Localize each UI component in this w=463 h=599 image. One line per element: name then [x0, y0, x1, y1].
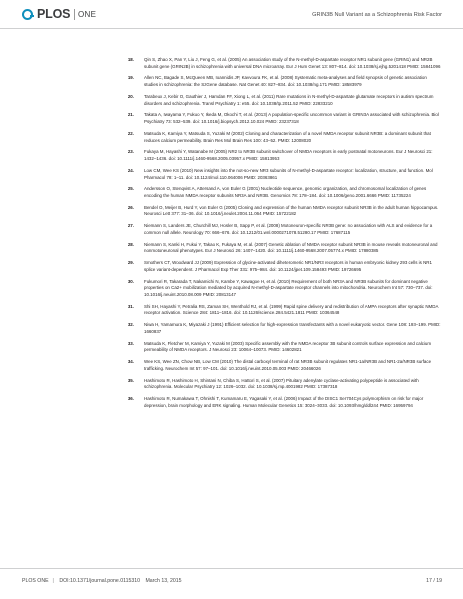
reference-item — [120, 359, 442, 372]
reference-text: Low CM, Wee KS (2010) New insights into the not-so-new NR3 subunits of N-methyl-D-aspartate receptor: localization, structure, and function. Mol Pharmacol 78: 1–11. doi: 10.1124/mol.110.064006 PMID: 20363861 — [144, 167, 433, 180]
footer-separator: | — [52, 578, 54, 584]
reference-text: Niemann S, Landers JE, Churchill MJ, Hosler B, Sapp P, et al. (2008) Motoneuron-specific NR3B gene: no association with ALS and evidence for a common null allele. Neurology 70: 666–676. doi: 10.1212/01.wnl.0000271078.51280.17 PMID: 17687115 — [144, 223, 433, 235]
reference-item — [120, 223, 442, 236]
footer-citation — [22, 578, 186, 584]
reference-text: Niwa H, Yamamura K, Miyazaki J (1991) Efficient selection for high-expression transfectants with a novel eukaryotic vector. Gene 108: 193–199. PMID: 1660837 — [144, 322, 441, 334]
reference-item — [120, 341, 442, 354]
logo-divider — [74, 9, 75, 20]
reference-item — [120, 168, 442, 181]
logo-brand-text: PLOS — [37, 7, 71, 21]
reference-number: 24. — [127, 167, 134, 173]
page-header — [0, 0, 463, 29]
reference-item — [120, 149, 442, 162]
reference-text: Allen NC, Bagade S, McQueen MB, Ioannidis JP, Kavvoura FK, et al. (2008) Systematic meta-analyses and field synopsis of genetic association studies in schizophrenia: the SzGene database. Nat Genet 40: 827–834. doi: 10.1038/ng.171 PMID: 18583979 — [144, 75, 427, 88]
reference-item — [120, 205, 442, 218]
reference-text: Hashimoto R, Numakawa T, Ohnishi T, Kumamaru E, Yagasaki Y, et al. (2006) Impact of the DISC1 Ser704Cys polymorphism on risk for major depression, brain morphology and ERK signaling. Human Molecular Genetics 15: 3024–3033. doi: 10.1093/hmg/ddl244 PMID: 16959794 — [144, 396, 424, 408]
reference-text: Tarabeux J, Kebir O, Gauthier J, Hamdan FF, Xiong L, et al. (2011) Rare mutations in N-methyl-D-aspartate glutamate receptors in autism spectrum disorders and schizophrenia. Transl Psychiatry 1: e55. doi: 10.1038/tp.2011.52 PMID: 22833210 — [144, 93, 434, 106]
reference-item — [120, 57, 442, 70]
reference-text: Fukaya M, Hayashi Y, Watanabe M (2005) NR2 to NR3B subunit switchover of NMDA receptors in early postnatal motoneurons. Eur J Neurosci 21: 1432–1436. doi: 10.1111/j.1460-9568.2005.03957.x PMID: 15813953 — [144, 149, 433, 162]
reference-number: 36. — [127, 396, 134, 402]
reference-number: 35. — [127, 377, 134, 383]
reference-item — [120, 94, 442, 107]
reference-number: 28. — [127, 241, 134, 247]
reference-number: 26. — [127, 204, 134, 210]
reference-number: 22. — [127, 130, 134, 136]
reference-number: 23. — [127, 149, 134, 155]
reference-item — [120, 396, 442, 409]
reference-item — [120, 378, 442, 391]
reference-number: 29. — [127, 260, 134, 266]
footer-journal: PLOS ONE — [22, 578, 49, 584]
page-footer — [0, 568, 463, 599]
logo-journal-text: ONE — [78, 9, 97, 19]
reference-item — [120, 322, 442, 335]
reference-text: Wee KS, Wee ZN, Chow NB, Low CM (2010) The distal carboxyl terminal of rat NR3B subunit regulates NR1-1a/NR3B and NR1-2a/NR3B surface trafficking. Neurochem Int 57: 97–101. doi: 10.1016/j.neuint.2010.05.003 PMID: 20466026 — [144, 359, 432, 371]
reference-text: Bendel O, Meijer B, Hurd Y, von Euler G (2005) Cloning and expression of the human NMDA receptor subunit NR3B in the adult human hippocampus. Neurosci Lett 377: 31–36. doi: 10.1016/j.neulet.2004.11.064 PMID: 15722182 — [144, 204, 439, 217]
reference-item — [120, 304, 442, 317]
reference-text: Andersson O, Stenqvist A, Attersand A, von Euler G (2001) Nucleotide sequence, genomic organization, and chromosomal localization of genes encoding the human NMDA receptor subunits NR3A and NR3B. Genomics 78: 178–184. doi: 10.1006/geno.2001.6666 PMID: 11735224 — [144, 186, 427, 198]
reference-text: Smothers CT, Woodward JJ (2009) Expression of glycine-activated diheteromeric NR1/NR3 receptors in human embryonic kidney 293 cells is NR1 splice variant-dependent. J Pharmacol Exp Ther 331: 975–984. doi: 10.1124/jpet.109.158493 PMID: 19726695 — [144, 260, 432, 272]
reference-text: Takata A, Iwayama Y, Fukuo Y, Ikeda M, Okochi T, et al. (2013) A population-specific uncommon variant in GRIN3A associated with schizophrenia. Biol Psychiatry 73: 532–539. doi: 10.1016/j.biopsych.2012.10.024 PMID: 23237318 — [144, 112, 439, 125]
reference-number: 25. — [127, 186, 134, 192]
reference-number: 18. — [127, 57, 134, 62]
reference-text: Matsuda K, Kamiya Y, Matsuda S, Yuzaki M (2002) Cloning and characterization of a novel NMDA receptor subunit NR3B: a dominant subunit that reduces calcium permeability. Brain Res Mol Brain Res 100: 43–52. PMID: 12008020 — [144, 130, 431, 143]
reference-item — [120, 112, 442, 125]
reference-number: 27. — [127, 223, 134, 229]
footer-date: March 13, 2015 — [145, 578, 182, 584]
reference-number: 33. — [127, 340, 134, 346]
reference-number: 21. — [127, 112, 134, 118]
reference-item — [120, 75, 442, 88]
reference-number: 31. — [127, 303, 134, 309]
reference-number: 20. — [127, 93, 134, 99]
reference-text: Qin S, Zhao X, Pan Y, Liu J, Feng G, et al. (2005) An association study of the N-methyl-D-aspartate receptor NR1 subunit gene (GRIN1) and NR2B subunit gene (GRIN2B) in schizophrenia with universal DNA microarray. Eur J Hum Genet 13: 807–814. doi: 10.1038/sj.ejhg.5201418 PMID: 15841096 — [144, 57, 441, 69]
plos-one-logo — [22, 6, 96, 22]
plos-logo-icon — [22, 9, 33, 20]
reference-number: 32. — [127, 322, 134, 328]
footer-doi[interactable]: DOI:10.1371/journal.pone.0115310 — [59, 578, 141, 584]
reference-number: 19. — [127, 75, 134, 81]
reference-item — [120, 279, 442, 299]
reference-list — [120, 57, 442, 415]
reference-text: Hashimoto R, Hashimoto H, Shintani N, Chiba S, Hattori S, et al. (2007) Pituitary adenylate cyclase-activating polypeptide is associated with schizophrenia. Molecular Psychiatry 12: 1026–1032. doi: 10.1038/sj.mp.4001982 PMID: 17387318 — [144, 377, 419, 390]
reference-text: Niemann S, Kanki H, Fukui Y, Takao K, Fukaya M, et al. (2007) Genetic ablation of NMDA receptor subunit NR3B in mouse reveals motoneuronal and nonmotoneuronal phenotypes. Eur J Neurosci 26: 1407–1420. doi: 10.1111/j.1460-9568.2007.05774.x PMID: 17880385 — [144, 241, 438, 254]
running-title: GRIN3B Null Variant as a Schizophrenia Risk Factor — [312, 12, 442, 18]
footer-page-number: 17 / 19 — [426, 578, 442, 584]
reference-number: 34. — [127, 359, 134, 365]
reference-item — [120, 260, 442, 273]
reference-item — [120, 131, 442, 144]
reference-item — [120, 186, 442, 199]
reference-item — [120, 242, 442, 255]
reference-text: Matsuda K, Fletcher M, Kamiya Y, Yuzaki M (2003) Specific assembly with the NMDA receptor 3B subunit controls surface expression and calcium permeability of NMDA receptors. J Neurosci 23: 10064–10073. PMID: 14602821 — [144, 340, 432, 353]
reference-text: Fukumori R, Takarada T, Nakamichi N, Kambe Y, Kawagoe H, et al. (2010) Requirement of both NR3A and NR3B subunits for dominant negative properties on Ca2+ mobilization mediated by acquired N-methyl-D-aspartate receptor channels into mitochondria. Neurochem Int 57: 730–737. doi: 10.1016/j.neuint.2010.08.009 PMID: 20813147 — [144, 278, 433, 297]
reference-text: Shi SH, Hayashi Y, Petralia RS, Zaman SH, Wenthold RJ, et al. (1999) Rapid spine delivery and redistribution of AMPA receptors after synaptic NMDA receptor activation. Science 284: 1811–1816. doi: 10.1126/science.284.5421.1811 PMID: 10364548 — [144, 303, 439, 316]
reference-number: 30. — [127, 278, 134, 284]
